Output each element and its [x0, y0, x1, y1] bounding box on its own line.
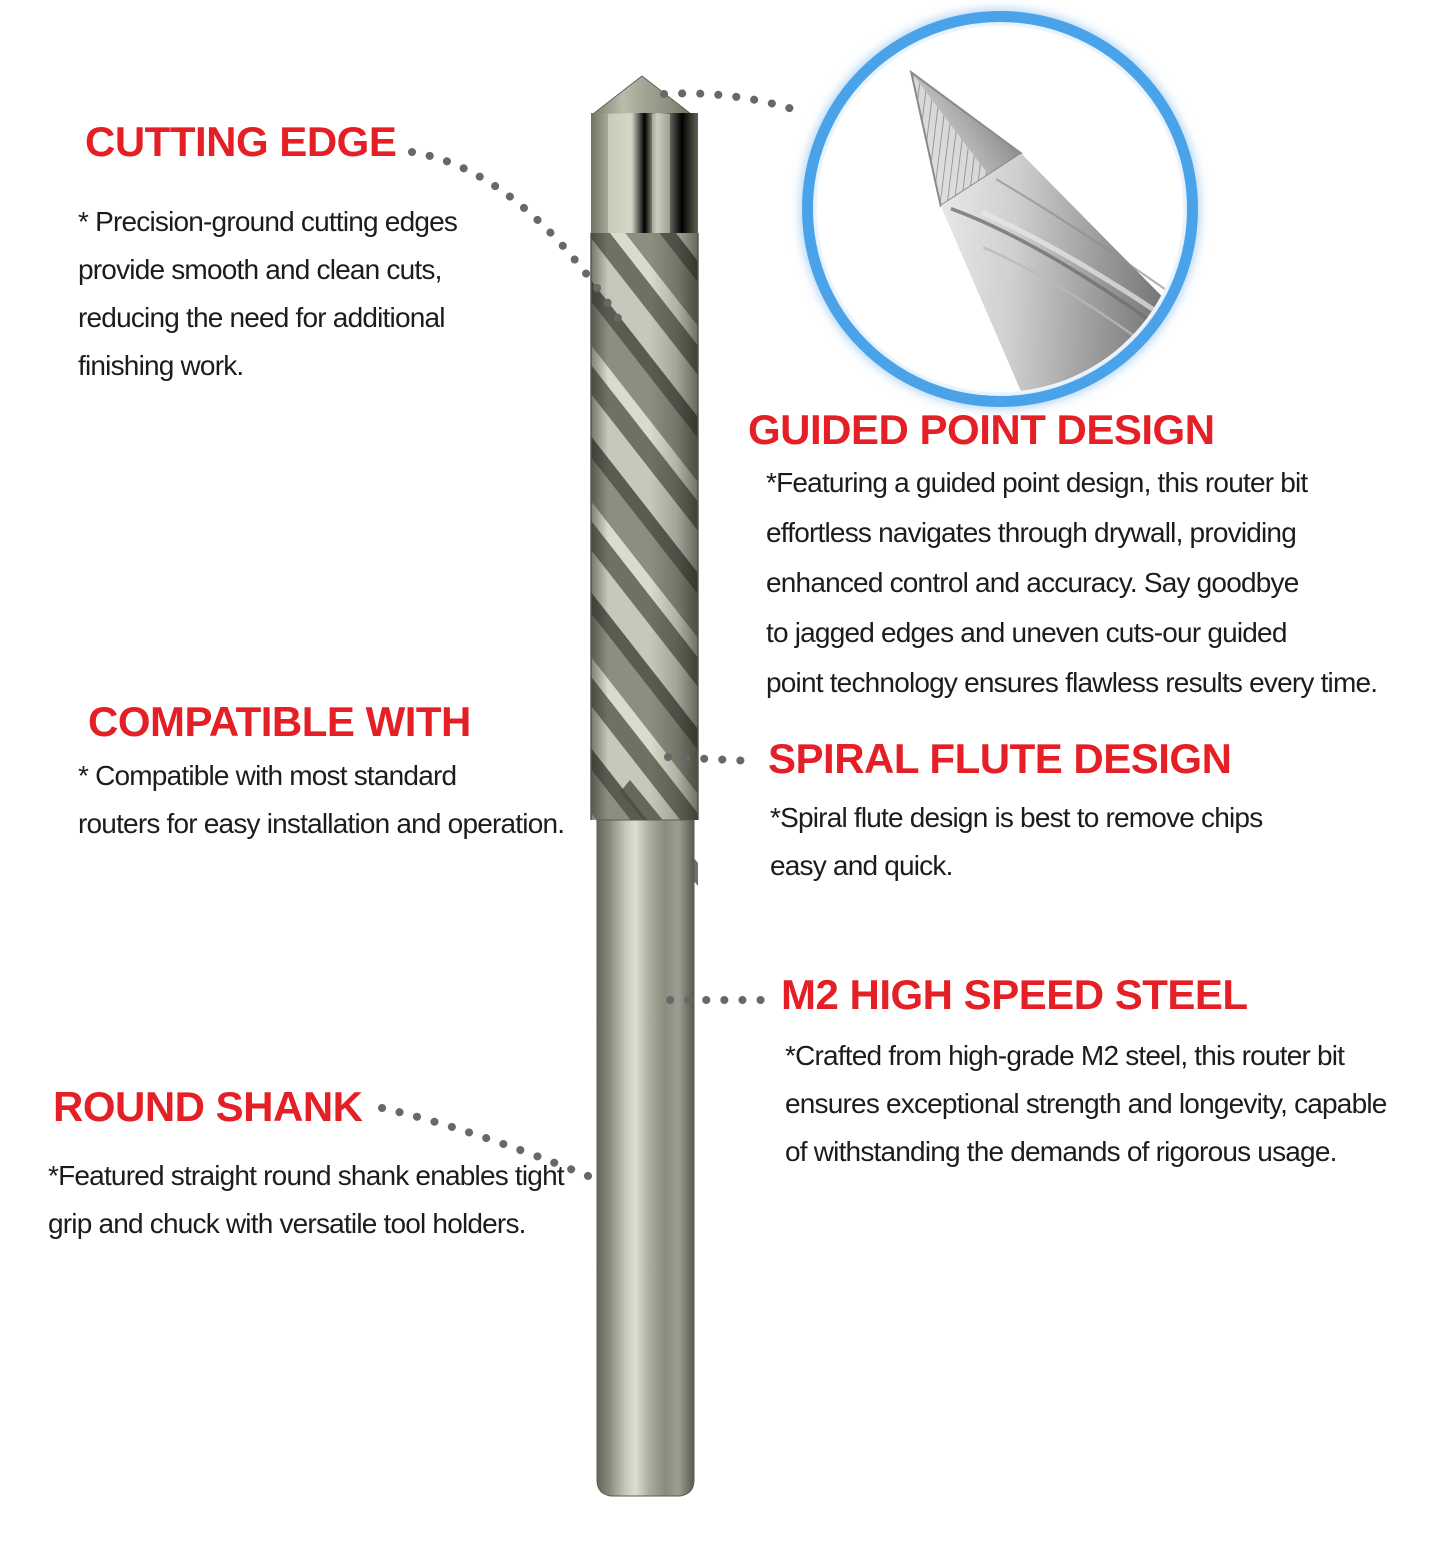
- cutting-edge-line: finishing work.: [78, 350, 244, 381]
- drill-bit-image: [580, 68, 705, 1508]
- m2-steel-line: of withstanding the demands of rigorous usage.: [785, 1136, 1337, 1167]
- round-shank-line: grip and chuck with versatile tool holders.: [48, 1208, 526, 1239]
- tip-closeup-inset: [802, 11, 1198, 407]
- cutting-edge-description: [78, 198, 457, 390]
- guided-point-heading: GUIDED POINT DESIGN: [748, 406, 1215, 453]
- compatible-with-heading: COMPATIBLE WITH: [88, 698, 471, 745]
- guided-point-line: enhanced control and accuracy. Say goodbye: [766, 567, 1299, 598]
- guided-point-line: point technology ensures flawless results every time.: [766, 667, 1378, 698]
- spiral-flute-heading: SPIRAL FLUTE DESIGN: [768, 735, 1232, 782]
- m2-steel-description: [785, 1032, 1387, 1176]
- cutting-edge-line: * Precision-ground cutting edges: [78, 206, 458, 237]
- round-shank-heading: ROUND SHANK: [53, 1083, 363, 1130]
- bit-tip-cone: [591, 113, 698, 235]
- cutting-edge-heading: CUTTING EDGE: [85, 118, 397, 165]
- guided-point-line: *Featuring a guided point design, this router bit: [766, 467, 1308, 498]
- cutting-edge-line: reducing the need for additional: [78, 302, 445, 333]
- m2-steel-heading: M2 HIGH SPEED STEEL: [781, 971, 1248, 1018]
- guided-point-line: effortless navigates through drywall, providing: [766, 517, 1296, 548]
- compatible-with-line: routers for easy installation and operation.: [78, 808, 565, 839]
- tip-closeup-drawing: [813, 22, 1187, 396]
- compatible-with-description: [78, 752, 564, 848]
- bit-shank: [597, 820, 694, 1496]
- cutting-edge-line: provide smooth and clean cuts,: [78, 254, 442, 285]
- round-shank-description: [48, 1152, 564, 1248]
- compatible-with-line: * Compatible with most standard: [78, 760, 457, 791]
- spiral-flute-line: easy and quick.: [770, 850, 953, 881]
- m2-steel-line: *Crafted from high-grade M2 steel, this router bit: [785, 1040, 1345, 1071]
- bit-tip-point: [593, 76, 691, 114]
- round-shank-line: *Featured straight round shank enables tight: [48, 1160, 564, 1191]
- guided-point-line: to jagged edges and uneven cuts-our guided: [766, 617, 1287, 648]
- guided-point-description: [766, 458, 1377, 708]
- m2-steel-line: ensures exceptional strength and longevity, capable: [785, 1088, 1387, 1119]
- spiral-flute-line: *Spiral flute design is best to remove chips: [770, 802, 1263, 833]
- spiral-flute-description: [770, 794, 1262, 890]
